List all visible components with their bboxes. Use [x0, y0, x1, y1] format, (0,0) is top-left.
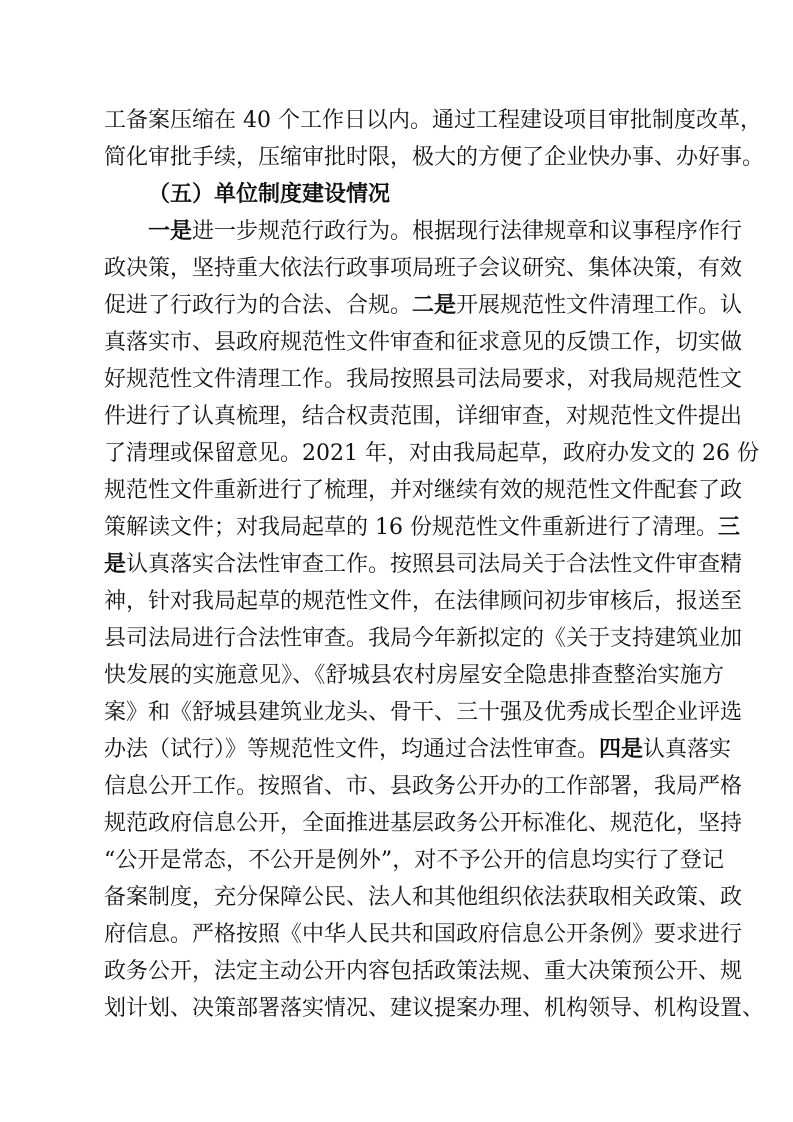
line-text: 认真落实合法性审查工作。按照县司法局关于合法性文件审查精 — [126, 552, 743, 577]
section-heading-text: （五）单位制度建设情况 — [148, 182, 391, 207]
paragraph-line — [104, 510, 740, 546]
line-text: 府信息。严格按照《中华人民共和国政府信息公开条例》要求进行 — [104, 922, 743, 947]
paragraph-line — [104, 436, 759, 472]
paragraph-line — [104, 769, 743, 805]
paragraph-line — [104, 732, 732, 768]
line-text: 案》和《舒城县建筑业龙头、骨干、三十强及优秀成长型企业评选 — [104, 700, 743, 725]
line-text: 信息公开工作。按照省、市、县政务公开办的工作部署，我局严格 — [104, 774, 743, 799]
line-text: 好规范性文件清理工作。我局按照县司法局要求，对我局规范性文 — [104, 367, 743, 392]
paragraph-line — [104, 473, 743, 509]
item-marker: 三 — [717, 515, 740, 540]
paragraph-line — [104, 362, 743, 398]
paragraph-line — [104, 880, 743, 916]
line-text: “公开是常态，不公开是例外”，对不予公开的信息均实行了登记 — [104, 848, 724, 873]
line-text: 备案制度，充分保障公民、法人和其他组织依法获取相关政策、政 — [104, 885, 743, 910]
line-text: 简化审批手续，压缩审批时限，极大的方便了企业快办事、办好事。 — [104, 145, 765, 170]
line-text: 县司法局进行合法性审查。我局今年新拟定的《关于支持建筑业加 — [104, 626, 743, 651]
item-marker: 是 — [104, 552, 127, 577]
line-text: 工备案压缩在 40 个工作日以内。通过工程建设项目审批制度改革， — [104, 108, 762, 133]
paragraph-line — [104, 806, 743, 842]
paragraph-line — [104, 103, 762, 139]
line-text: 进一步规范行政行为。根据现行法律规章和议事程序作行 — [192, 219, 743, 244]
item-marker: 一是 — [148, 219, 193, 244]
line-text: 认真落实 — [643, 737, 732, 762]
paragraph-line — [104, 288, 743, 324]
paragraph-line — [104, 140, 765, 176]
line-text: 办法（试行）》等规范性文件，均通过合法性审查。 — [104, 737, 600, 762]
paragraph-line — [104, 991, 765, 1027]
paragraph-line — [104, 399, 743, 435]
paragraph-line — [104, 843, 724, 879]
paragraph-line — [104, 954, 743, 990]
item-marker: 二是 — [412, 293, 457, 318]
paragraph-line — [104, 621, 743, 657]
line-text: 策解读文件；对我局起草的 16 份规范性文件重新进行了清理。 — [104, 515, 718, 540]
paragraph-line — [104, 695, 743, 731]
line-text: 划计划、决策部署落实情况、建议提案办理、机构领导、机构设置、 — [104, 996, 765, 1021]
paragraph-line — [104, 658, 724, 694]
section-heading — [148, 177, 724, 213]
line-text: 规范政府信息公开，全面推进基层政务公开标准化、规范化，坚持 — [104, 811, 743, 836]
line-text: 神，针对我局起草的规范性文件，在法律顾问初步审核后，报送至 — [104, 589, 743, 614]
paragraph-line — [104, 251, 743, 287]
paragraph-line — [104, 325, 743, 361]
line-text: 快发展的实施意见》、《舒城县农村房屋安全隐患排查整治实施方 — [104, 663, 724, 688]
line-text: 开展规范性文件清理工作。认 — [456, 293, 743, 318]
line-text: 件进行了认真梳理，结合权责范围，详细审查，对规范性文件提出 — [104, 404, 743, 429]
paragraph-line — [104, 584, 743, 620]
paragraph-line — [148, 214, 743, 250]
line-text: 政决策，坚持重大依法行政事项局班子会议研究、集体决策，有效 — [104, 256, 743, 281]
line-text: 政务公开，法定主动公开内容包括政策法规、重大决策预公开、规 — [104, 959, 743, 984]
line-text: 促进了行政行为的合法、合规。 — [104, 293, 413, 318]
paragraph-line — [104, 917, 743, 953]
line-text: 真落实市、县政府规范性文件审查和征求意见的反馈工作，切实做 — [104, 330, 743, 355]
paragraph-line — [104, 547, 743, 583]
line-text: 了清理或保留意见。2021 年，对由我局起草，政府办发文的 26 份 — [104, 441, 759, 466]
item-marker: 四是 — [599, 737, 644, 762]
line-text: 规范性文件重新进行了梳理，并对继续有效的规范性文件配套了政 — [104, 478, 743, 503]
